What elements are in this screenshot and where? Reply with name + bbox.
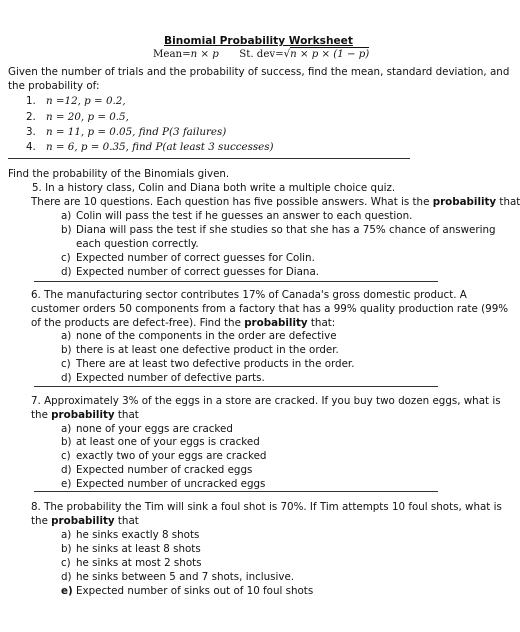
item-text: n = 11, p = 0.05, find P(3 failures) (46, 126, 227, 138)
section-heading: Find the probability of the Binomials given. (8, 168, 230, 180)
divider (8, 158, 410, 159)
item-label: d) (61, 571, 72, 583)
q8-text: the (31, 515, 52, 527)
q7-item-e (61, 479, 265, 489)
q8-item-c (61, 558, 202, 568)
item-text: at least one of your eggs is cracked (76, 436, 260, 448)
item-text: Expected number of uncracked eggs (76, 478, 266, 490)
item-label: b) (61, 344, 72, 356)
q5-text-end: that (496, 196, 520, 208)
item-text: Expected number of cracked eggs (76, 464, 253, 476)
item-number: 3. (26, 126, 36, 138)
item-text: Colin will pass the test if he guesses an answer to each question. (76, 210, 413, 222)
q7-text-end: that (114, 409, 139, 421)
formula-line (153, 50, 369, 60)
q8-line-1: 8. The probability the Tim will sink a foul shot is 70%. If Tim attempts 10 foul shots, what is (31, 501, 502, 513)
q5-line-1: 5. In a history class, Colin and Diana both write a multiple choice quiz. (32, 182, 396, 194)
q6-line-3 (31, 318, 335, 328)
page-title: Binomial Probability Worksheet (164, 35, 353, 47)
mean-label: Mean= (153, 49, 191, 60)
item-label: e) (61, 478, 72, 490)
item-text: Expected number of sinks out of 10 foul shots (76, 585, 314, 597)
item-number: 2. (26, 111, 36, 123)
q6-text-end: that: (307, 317, 336, 329)
item-text: Diana will pass the test if she studies so that she has a 75% chance of answering (76, 224, 496, 236)
probability-keyword: probability (244, 317, 308, 329)
q6-line-2: customer orders 50 components from a factory that has a 99% quality production rate (99% (31, 303, 509, 315)
item-text: There are at least two defective products in the order. (76, 358, 355, 370)
item-text: there is at least one defective product in the order. (76, 344, 339, 356)
q8-item-a (61, 530, 199, 540)
item-label: a) (61, 330, 72, 342)
item-label: c) (61, 252, 71, 264)
list-item (26, 142, 274, 152)
intro-line-1: Given the number of trials and the probability of success, find the mean, standard deviation, and (8, 66, 510, 78)
item-text: Expected number of correct guesses for Diana. (76, 266, 320, 278)
item-label: b) (61, 543, 72, 555)
q5-item-b-cont (76, 239, 199, 249)
q7-item-a (61, 424, 233, 434)
item-label: d) (61, 372, 72, 384)
q8-item-b (61, 544, 201, 554)
divider (34, 386, 438, 387)
q7-text: the (31, 409, 52, 421)
item-text: he sinks at most 2 shots (76, 557, 202, 569)
item-text: n =12, p = 0.2, (46, 95, 126, 107)
item-label: d) (61, 464, 72, 476)
item-label: c) (61, 557, 71, 569)
item-text: none of the components in the order are defective (76, 330, 337, 342)
list-item (26, 96, 126, 106)
item-label: c) (61, 358, 71, 370)
sd-label: St. dev= (239, 49, 284, 60)
item-number: 4. (26, 141, 36, 153)
divider (34, 491, 438, 492)
item-text: Expected number of defective parts. (76, 372, 265, 384)
mean-expression: n × p (190, 49, 219, 60)
probability-keyword: probability (51, 515, 115, 527)
q5-line-2 (31, 197, 520, 207)
item-text: n = 6, p = 0.35, find P(at least 3 successes) (46, 141, 274, 153)
q7-line-1: 7. Approximately 3% of the eggs in a store are cracked. If you buy two dozen eggs, what is (31, 395, 501, 407)
q5-item-b (61, 225, 496, 235)
item-text: n = 20, p = 0.5, (46, 111, 129, 123)
q5-text: There are 10 questions. Each question has five possible answers. What is the (31, 196, 433, 208)
item-label: c) (61, 450, 71, 462)
q7-item-b (61, 437, 260, 447)
item-text: each question correctly. (76, 238, 199, 250)
item-text: he sinks between 5 and 7 shots, inclusive. (76, 571, 295, 583)
sd-expression: n × p × (1 − p) (290, 49, 370, 60)
item-label: b) (61, 224, 72, 236)
intro-line-2: the probability of: (8, 80, 100, 92)
item-text: he sinks at least 8 shots (76, 543, 201, 555)
q8-line-2 (31, 516, 139, 526)
item-text: he sinks exactly 8 shots (76, 529, 200, 541)
item-label: a) (61, 529, 72, 541)
item-label: b) (61, 436, 72, 448)
item-text: none of your eggs are cracked (76, 423, 233, 435)
q5-item-d (61, 267, 319, 277)
q6-item-d (61, 373, 265, 383)
probability-keyword: probability (432, 196, 497, 208)
q7-item-d (61, 465, 252, 475)
q6-item-b (61, 345, 339, 355)
list-item (26, 127, 226, 137)
q8-text-end: that (114, 515, 139, 527)
item-number: 1. (26, 95, 36, 107)
item-label: a) (61, 210, 72, 222)
item-text: exactly two of your eggs are cracked (76, 450, 267, 462)
q6-item-a (61, 331, 337, 341)
q5-item-c (61, 253, 315, 263)
q8-item-e (61, 586, 313, 596)
item-label: e) (61, 585, 73, 597)
sqrt-symbol: √ (283, 49, 291, 60)
q6-item-c (61, 359, 354, 369)
q6-line-1: 6. The manufacturing sector contributes 17% of Canada's gross domestic product. A (31, 289, 467, 301)
list-item (26, 112, 129, 122)
q7-line-2 (31, 410, 139, 420)
q5-item-a (61, 211, 412, 221)
divider (34, 281, 438, 282)
q6-text: of the products are defect-free). Find the (31, 317, 245, 329)
q7-item-c (61, 451, 266, 461)
item-label: a) (61, 423, 72, 435)
item-text: Expected number of correct guesses for Colin. (76, 252, 315, 264)
q8-item-d (61, 572, 294, 582)
probability-keyword: probability (51, 409, 115, 421)
item-label: d) (61, 266, 72, 278)
